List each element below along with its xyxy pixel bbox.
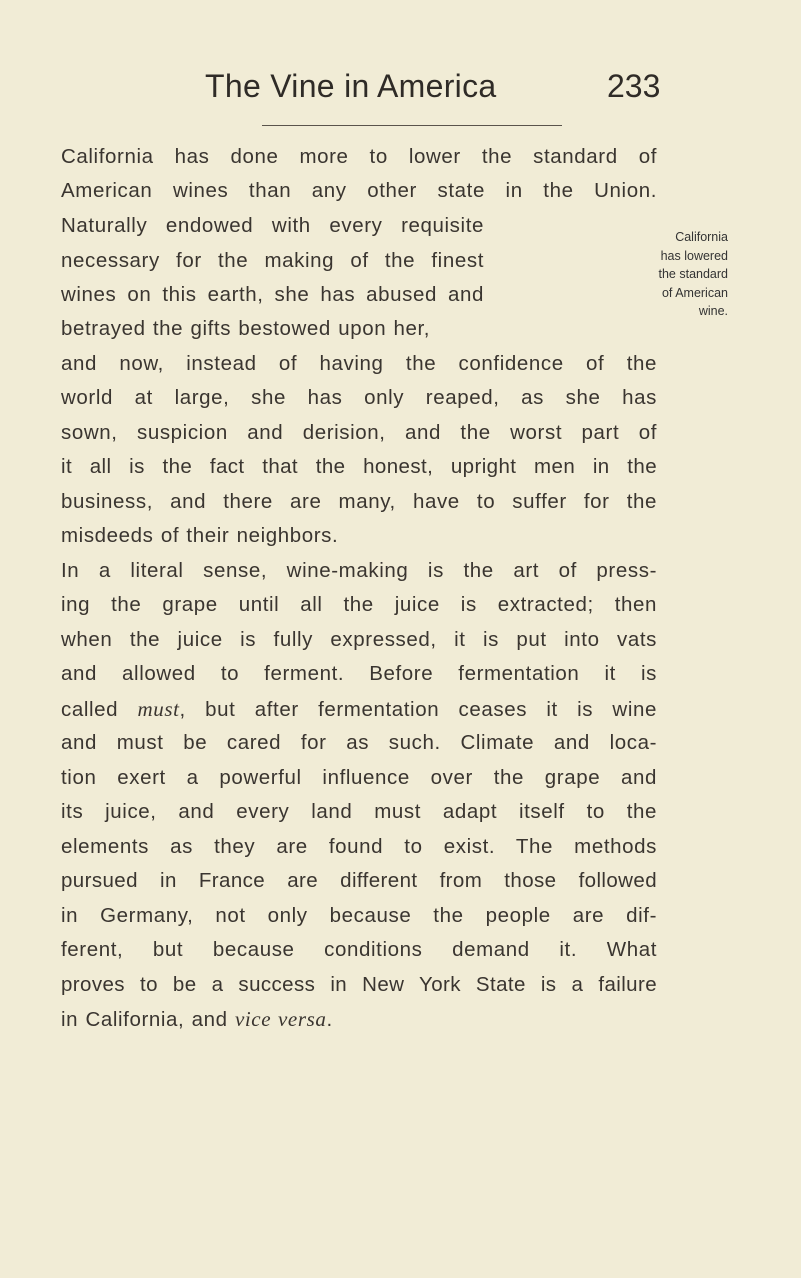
page-header (0, 68, 801, 114)
text-line: Naturally endowed with every requisite (61, 214, 484, 237)
text-run: . (326, 1008, 333, 1031)
text-line: business, and there are many, have to suffer for the (61, 490, 657, 513)
text-line: and must be cared for as such. Climate and loca- (61, 731, 657, 754)
page-number: 233 (607, 68, 661, 104)
sidenote-line: California (675, 230, 728, 244)
text-line: in Germany, not only because the people are dif- (61, 904, 657, 927)
text-line: its juice, and every land must adapt itself to the (61, 800, 657, 823)
text-line: sown, suspicion and derision, and the worst part of (61, 421, 657, 444)
text-line: ferent, but because conditions demand it. What (61, 938, 657, 961)
text-line: and now, instead of having the confidence of the (61, 352, 657, 375)
running-title: The Vine in America (205, 68, 497, 104)
text-line: ing the grape until all the juice is extracted; then (61, 593, 657, 616)
text-line: world at large, she has only reaped, as she has (61, 386, 657, 409)
sidenote-line: the standard (658, 267, 728, 281)
text-run: called (61, 698, 138, 721)
italic-term: vice versa (234, 1007, 327, 1031)
text-line: California has done more to lower the standard of (61, 145, 657, 168)
marginal-note (560, 228, 728, 321)
text-line: American wines than any other state in the Union. (61, 179, 657, 202)
text-line (61, 1007, 333, 1032)
text-line: when the juice is fully expressed, it is put into vats (61, 628, 657, 651)
text-line: proves to be a success in New York State is a failure (61, 973, 657, 996)
text-line: In a literal sense, wine-making is the art of press- (61, 559, 657, 582)
text-line: misdeeds of their neighbors. (61, 524, 339, 547)
text-run: , but after fermentation ceases it is wine (179, 698, 657, 721)
sidenote-line: of American (661, 285, 728, 300)
text-line (61, 697, 657, 722)
text-line: necessary for the making of the finest (61, 249, 484, 272)
text-line: it all is the fact that the honest, upright men in the (61, 455, 657, 478)
text-line: tion exert a powerful influence over the grape and (61, 766, 657, 789)
sidenote-line: has lowered (660, 248, 728, 263)
sidenote-line: wine. (698, 304, 728, 318)
text-line: betrayed the gifts bestowed upon her, (61, 317, 431, 340)
text-line: and allowed to ferment. Before fermentation it is (61, 662, 657, 685)
text-line: pursued in France are different from those followed (61, 869, 657, 892)
text-line: elements as they are found to exist. The methods (61, 835, 657, 858)
text-run: in California, and (61, 1008, 235, 1031)
italic-term: must (137, 697, 180, 721)
text-line: wines on this earth, she has abused and (61, 283, 484, 306)
header-rule (262, 125, 562, 126)
